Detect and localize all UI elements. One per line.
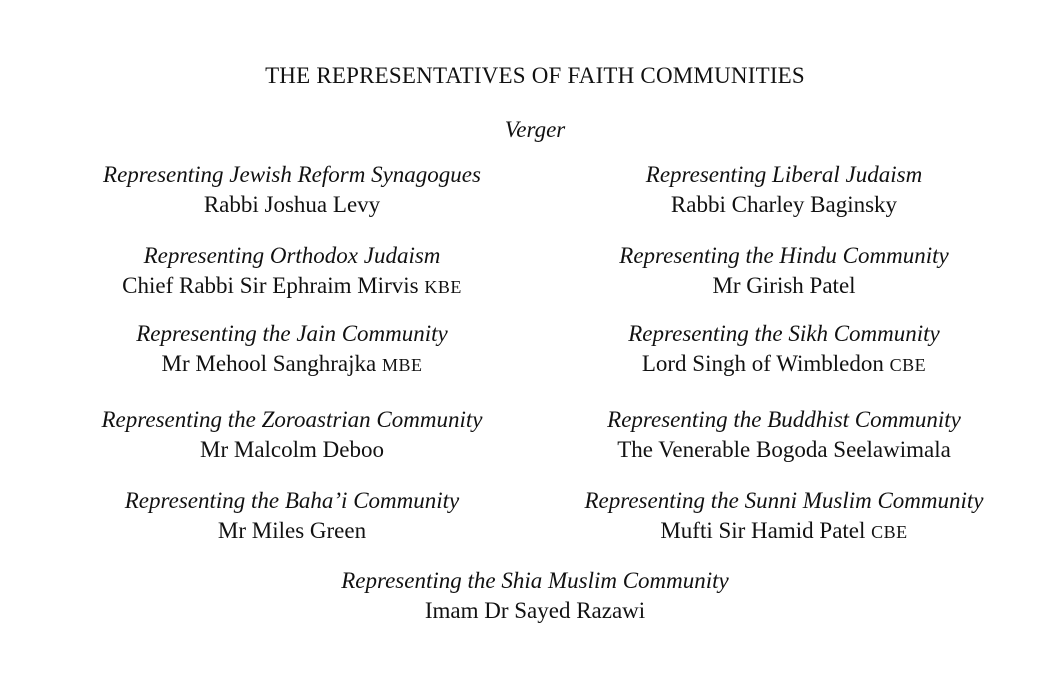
representative-entry [544, 160, 1024, 220]
representative-name: Mr Miles Green [217, 518, 367, 543]
representative-entry [544, 319, 1024, 380]
representative-name: Imam Dr Sayed Razawi [424, 598, 646, 623]
representative-name: Rabbi Joshua Levy [203, 192, 381, 217]
representative-role: Representing the Zoroastrian Community [101, 407, 483, 432]
representative-entry [544, 241, 1024, 301]
postnominal: MBE [381, 355, 423, 375]
representative-role: Representing the Sunni Muslim Community [584, 488, 984, 513]
representative-entry [52, 241, 532, 302]
representative-name: Mufti Sir Hamid Patel CBE [660, 518, 908, 543]
verger-label: Verger [504, 117, 566, 142]
representative-entry [295, 566, 775, 626]
representative-name: The Venerable Bogoda Seelawimala [617, 437, 951, 462]
representative-role: Representing the Hindu Community [619, 243, 949, 268]
representative-entry [52, 486, 532, 546]
postnominal: CBE [889, 355, 927, 375]
representative-role: Representing the Sikh Community [628, 321, 940, 346]
postnominal: CBE [871, 522, 908, 542]
representative-entry [52, 319, 532, 380]
representative-name: Mr Mehool Sanghrajka MBE [161, 351, 423, 376]
representative-name: Mr Girish Patel [712, 273, 856, 298]
representative-name: Rabbi Charley Baginsky [670, 192, 898, 217]
representative-entry [52, 405, 532, 465]
representative-name: Lord Singh of Wimbledon CBE [641, 351, 927, 376]
representative-role: Representing the Baha’i Community [124, 488, 460, 513]
representative-role: Representing Jewish Reform Synagogues [103, 162, 481, 187]
representative-entry [52, 160, 532, 220]
representative-name: Chief Rabbi Sir Ephraim Mirvis KBE [122, 273, 462, 298]
representative-entry [544, 405, 1024, 465]
representative-role: Representing the Shia Muslim Community [341, 568, 729, 593]
representative-entry [544, 486, 1024, 547]
representative-role: Representing Orthodox Judaism [143, 243, 441, 268]
postnominal: KBE [424, 277, 462, 297]
representative-role: Representing Liberal Judaism [645, 162, 923, 187]
page-title: THE REPRESENTATIVES OF FAITH COMMUNITIES [265, 63, 805, 88]
representative-role: Representing the Buddhist Community [607, 407, 961, 432]
representative-role: Representing the Jain Community [136, 321, 448, 346]
representative-name: Mr Malcolm Deboo [200, 437, 384, 462]
